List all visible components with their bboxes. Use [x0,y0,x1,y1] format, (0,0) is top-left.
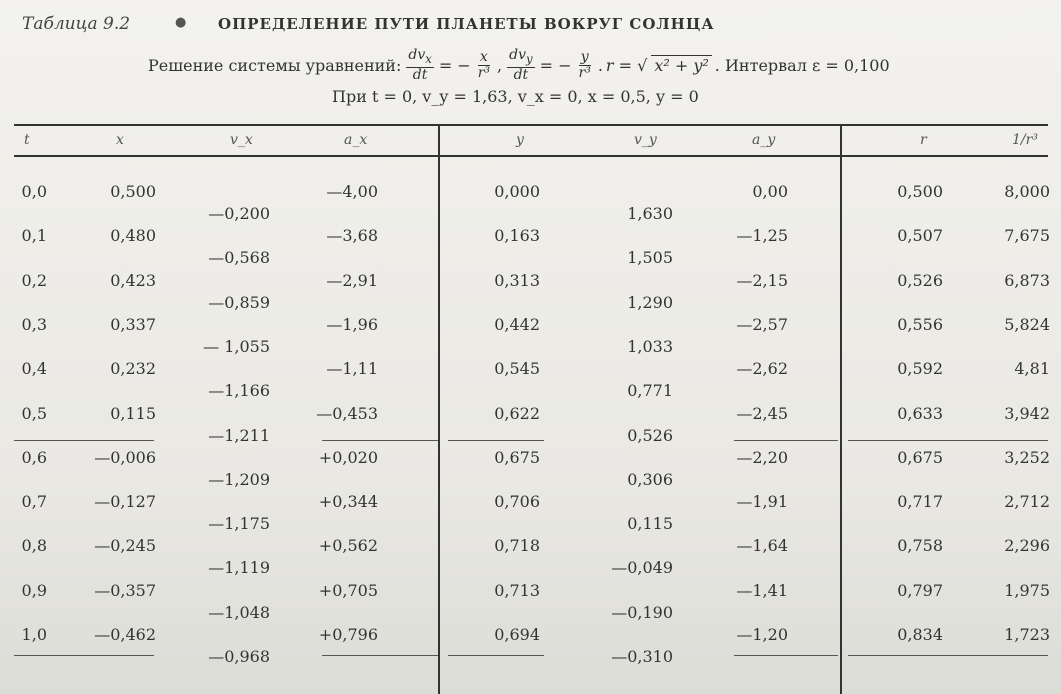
eq1: = − [438,55,471,75]
cell-x: 0,232 [110,359,156,379]
header-x: x [116,132,124,148]
header-ay: a_y [752,132,776,148]
f3-den: dt [513,66,529,83]
cell-vx: —0,568 [208,248,270,268]
cell-t: 0,5 [21,403,47,423]
cell-inv: 8,000 [1004,182,1050,201]
cell-y: 0,313 [494,270,540,290]
cell-inv: 2,296 [1004,536,1050,556]
cell-ay: —1,25 [736,226,788,246]
interval-text: . Интервал ε = 0,100 [714,55,890,75]
bottom-rule [848,655,1048,656]
cell-r: 0,500 [897,182,943,201]
cell-t: 0,7 [21,492,47,512]
cell-ay: 0,00 [752,182,788,201]
cell-r: 0,834 [897,625,943,644]
cell-t: 1,0 [21,625,47,644]
header-vx: v_x [230,132,253,148]
equation-line [148,48,890,83]
cell-x: —0,006 [94,447,156,467]
cell-y: 0,713 [494,580,540,600]
cell-ay: —1,91 [736,492,788,512]
cell-vx: —1,119 [208,558,270,578]
cell-y: 0,000 [494,182,540,201]
cell-ay: —1,64 [736,536,788,556]
cell-vy: 0,306 [627,469,673,489]
f4-num: y [580,48,589,65]
cell-ax: —1,11 [326,359,378,379]
cell-y: 0,163 [494,226,540,246]
cell-ax: —1,96 [326,314,378,334]
header-y: y [516,132,524,148]
cell-vy: 0,526 [627,425,673,445]
section-rule [848,440,1048,441]
cell-x: —0,127 [94,492,156,512]
cell-inv: 2,712 [1004,492,1050,512]
bottom-rule [14,655,154,656]
cell-y: 0,675 [494,447,540,467]
cell-inv: 4,81 [1014,359,1050,379]
fraction-dvx-dt [406,48,433,83]
r-equation: r = √ [605,55,648,75]
cell-r: 0,675 [897,447,943,467]
cell-vx: —1,211 [208,425,270,445]
cell-x: 0,423 [110,270,156,290]
cell-r: 0,592 [897,359,943,379]
cell-t: 0,3 [21,314,47,334]
cell-vy: —0,190 [611,602,673,622]
cell-t: 0,2 [21,270,47,290]
cell-ax: +0,020 [318,447,378,467]
cell-t: 0,0 [21,182,47,201]
header-ax: a_x [344,132,368,148]
table-top-rule [14,124,1048,126]
cell-ay: —2,62 [736,359,788,379]
cell-t: 0,6 [21,447,47,467]
f3-num: dv [509,47,526,63]
cell-vy: 1,290 [627,292,673,312]
cell-vx: —0,859 [208,292,270,312]
cell-r: 0,758 [897,536,943,556]
cell-ay: —2,15 [736,270,788,290]
table-title: ОПРЕДЕЛЕНИЕ ПУТИ ПЛАНЕТЫ ВОКРУГ СОЛНЦА [218,15,715,33]
cell-x: 0,480 [110,226,156,246]
cell-vx: —1,209 [208,469,270,489]
cell-inv: 1,723 [1004,625,1050,644]
section-rule [734,440,838,441]
f1-num: dv [408,47,426,63]
bullet-icon: ● [175,15,187,30]
cell-ax: +0,562 [318,536,378,556]
header-vy: v_y [634,132,657,148]
cell-vx: —0,200 [208,204,270,223]
cell-y: 0,706 [494,492,540,512]
cell-ax: +0,796 [318,625,378,644]
cell-r: 0,717 [897,492,943,512]
header-r: r [920,132,927,148]
cell-x: 0,500 [110,182,156,201]
cell-r: 0,556 [897,314,943,334]
cell-inv: 7,675 [1004,226,1050,246]
bottom-rule [448,655,544,656]
cell-inv: 6,873 [1004,270,1050,290]
cell-inv: 3,942 [1004,403,1050,423]
header-bottom-rule [14,155,1048,157]
cell-vy: 0,771 [627,381,673,401]
cell-vy: 1,033 [627,336,673,356]
sep2: . [597,55,603,75]
cell-t: 0,9 [21,580,47,600]
cell-ay: —1,41 [736,580,788,600]
table-label: Таблица 9.2 [22,14,131,34]
sep1: , [497,55,503,75]
cell-vx: —1,166 [208,381,270,401]
cell-vx: — 1,055 [203,336,270,356]
f1-num-sub: x [425,51,432,66]
cell-t: 0,8 [21,536,47,556]
section-rule [448,440,544,441]
cell-x: —0,245 [94,536,156,556]
cell-r: 0,507 [897,226,943,246]
cell-ay: —2,57 [736,314,788,334]
cell-vx: —0,968 [208,647,270,666]
cell-ax: +0,344 [318,492,378,512]
section-rule [322,440,438,441]
cell-vx: —1,175 [208,514,270,534]
section-rule [14,440,154,441]
equation-prefix: Решение системы уравнений: [148,55,402,75]
fraction-y-r3 [577,50,593,81]
cell-vy: 0,115 [627,514,673,534]
cell-vx: —1,048 [208,602,270,622]
f3-num-sub: y [526,51,533,66]
cell-y: 0,622 [494,403,540,423]
initial-conditions: При t = 0, v_y = 1,63, v_x = 0, x = 0,5, y = 0 [332,87,699,106]
f2-den: r³ [477,64,491,81]
cell-inv: 1,975 [1004,580,1050,600]
cell-ay: —2,20 [736,447,788,467]
f4-den: r³ [578,64,591,81]
f2-num: x [479,48,488,65]
cell-y: 0,545 [494,359,540,379]
cell-r: 0,526 [897,270,943,290]
cell-x: —0,462 [94,625,156,644]
cell-r: 0,797 [897,580,943,600]
cell-ax: —4,00 [326,182,378,201]
cell-ax: —0,453 [316,403,378,423]
header-inv: 1/r³ [1012,132,1038,148]
cell-t: 0,1 [21,226,47,246]
cell-vy: —0,310 [611,647,673,666]
cell-ax: —2,91 [326,270,378,290]
fraction-dvy-dt [507,48,534,83]
cell-vy: 1,630 [627,204,673,223]
cell-inv: 5,824 [1004,314,1050,334]
cell-y: 0,442 [494,314,540,334]
cell-y: 0,694 [494,625,540,644]
header-t: t [24,132,30,148]
cell-y: 0,718 [494,536,540,556]
cell-vy: —0,049 [611,558,673,578]
cell-inv: 3,252 [1004,447,1050,467]
eq2: = − [539,55,572,75]
bottom-rule [734,655,838,656]
cell-vy: 1,505 [627,248,673,268]
cell-ax: +0,705 [318,580,378,600]
cell-r: 0,633 [897,403,943,423]
cell-ax: —3,68 [326,226,378,246]
cell-x: 0,337 [110,314,156,334]
cell-ay: —1,20 [736,625,788,644]
column-divider-right [840,124,842,694]
cell-ay: —2,45 [736,403,788,423]
cell-x: —0,357 [94,580,156,600]
column-divider-left [438,124,440,694]
radicand: x² + y² [651,55,711,75]
bottom-rule [322,655,438,656]
cell-t: 0,4 [21,359,47,379]
fraction-x-r3 [476,50,492,81]
f1-den: dt [412,66,428,83]
cell-x: 0,115 [110,403,156,423]
